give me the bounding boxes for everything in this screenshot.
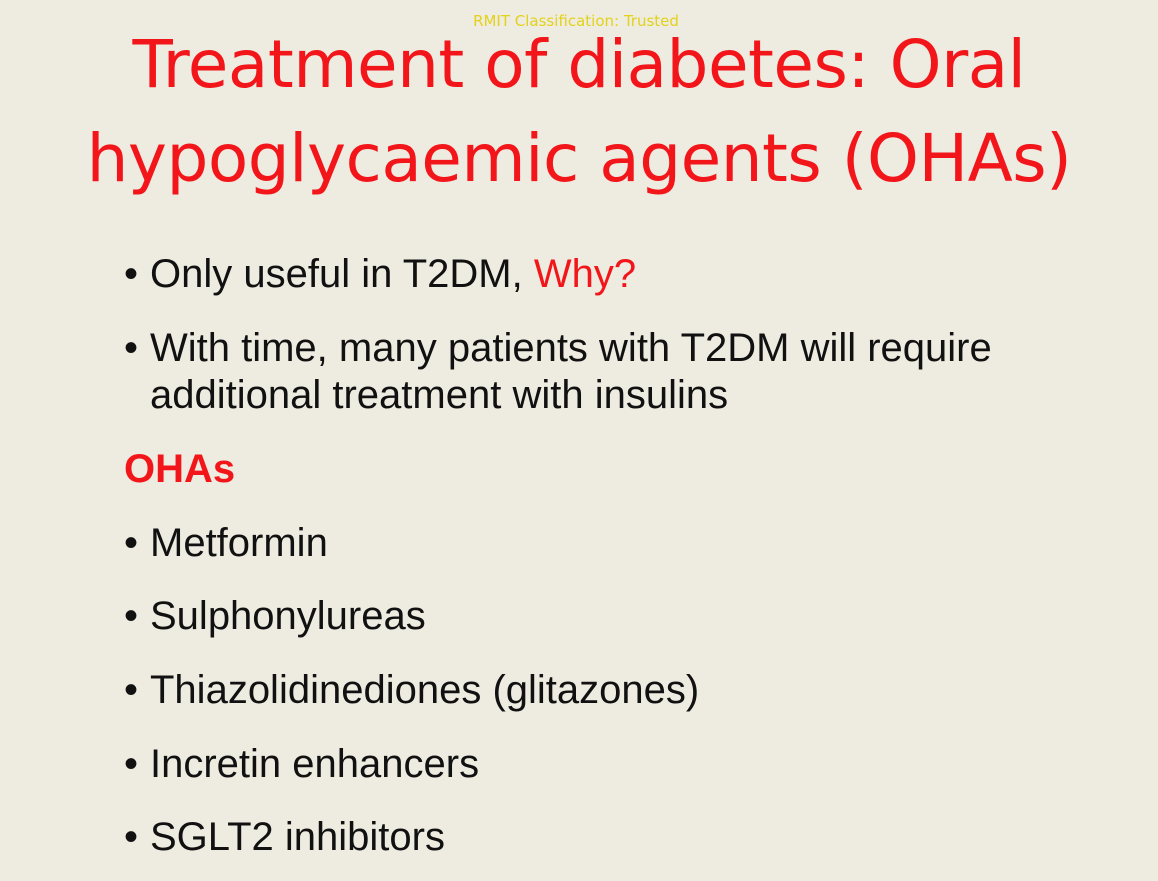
slide-title <box>0 18 1158 206</box>
oha-item-text: SGLT2 inhibitors <box>150 815 445 859</box>
bullet-text: Only useful in T2DM, <box>150 252 534 296</box>
oha-item-text: Incretin enhancers <box>150 742 480 786</box>
oha-item-incretin-enhancers <box>124 741 479 788</box>
oha-item-thiazolidinediones <box>124 667 699 714</box>
bullet-t2dm-only <box>124 251 636 298</box>
bullet-dot: • <box>124 815 139 859</box>
bullet-dot: • <box>124 252 139 296</box>
bullet-dot: • <box>124 594 139 638</box>
oha-item-text: Sulphonylureas <box>150 594 426 638</box>
bullet-dot: • <box>124 326 139 370</box>
classification-label: RMIT Classification: Trusted <box>473 12 679 30</box>
bullet-insulin-requirement <box>124 325 992 419</box>
bullet-dot: • <box>124 521 139 565</box>
title-line-2: hypoglycaemic agents (OHAs) <box>86 120 1072 197</box>
oha-item-text: Metformin <box>150 521 328 565</box>
oha-item-text: Thiazolidinediones (glitazones) <box>150 668 700 712</box>
ohas-heading: OHAs <box>124 447 236 491</box>
why-question: Why? <box>533 252 637 296</box>
title-line-1: Treatment of diabetes: Oral <box>132 26 1026 103</box>
bullet-dot: • <box>124 668 139 712</box>
oha-item-metformin <box>124 520 328 567</box>
bullet-text-line-2: additional treatment with insulins <box>150 373 729 417</box>
bullet-text-line-1: With time, many patients with T2DM will require <box>150 326 992 370</box>
oha-item-sulphonylureas <box>124 593 426 640</box>
oha-item-sglt2-inhibitors <box>124 814 445 861</box>
bullet-dot: • <box>124 742 139 786</box>
